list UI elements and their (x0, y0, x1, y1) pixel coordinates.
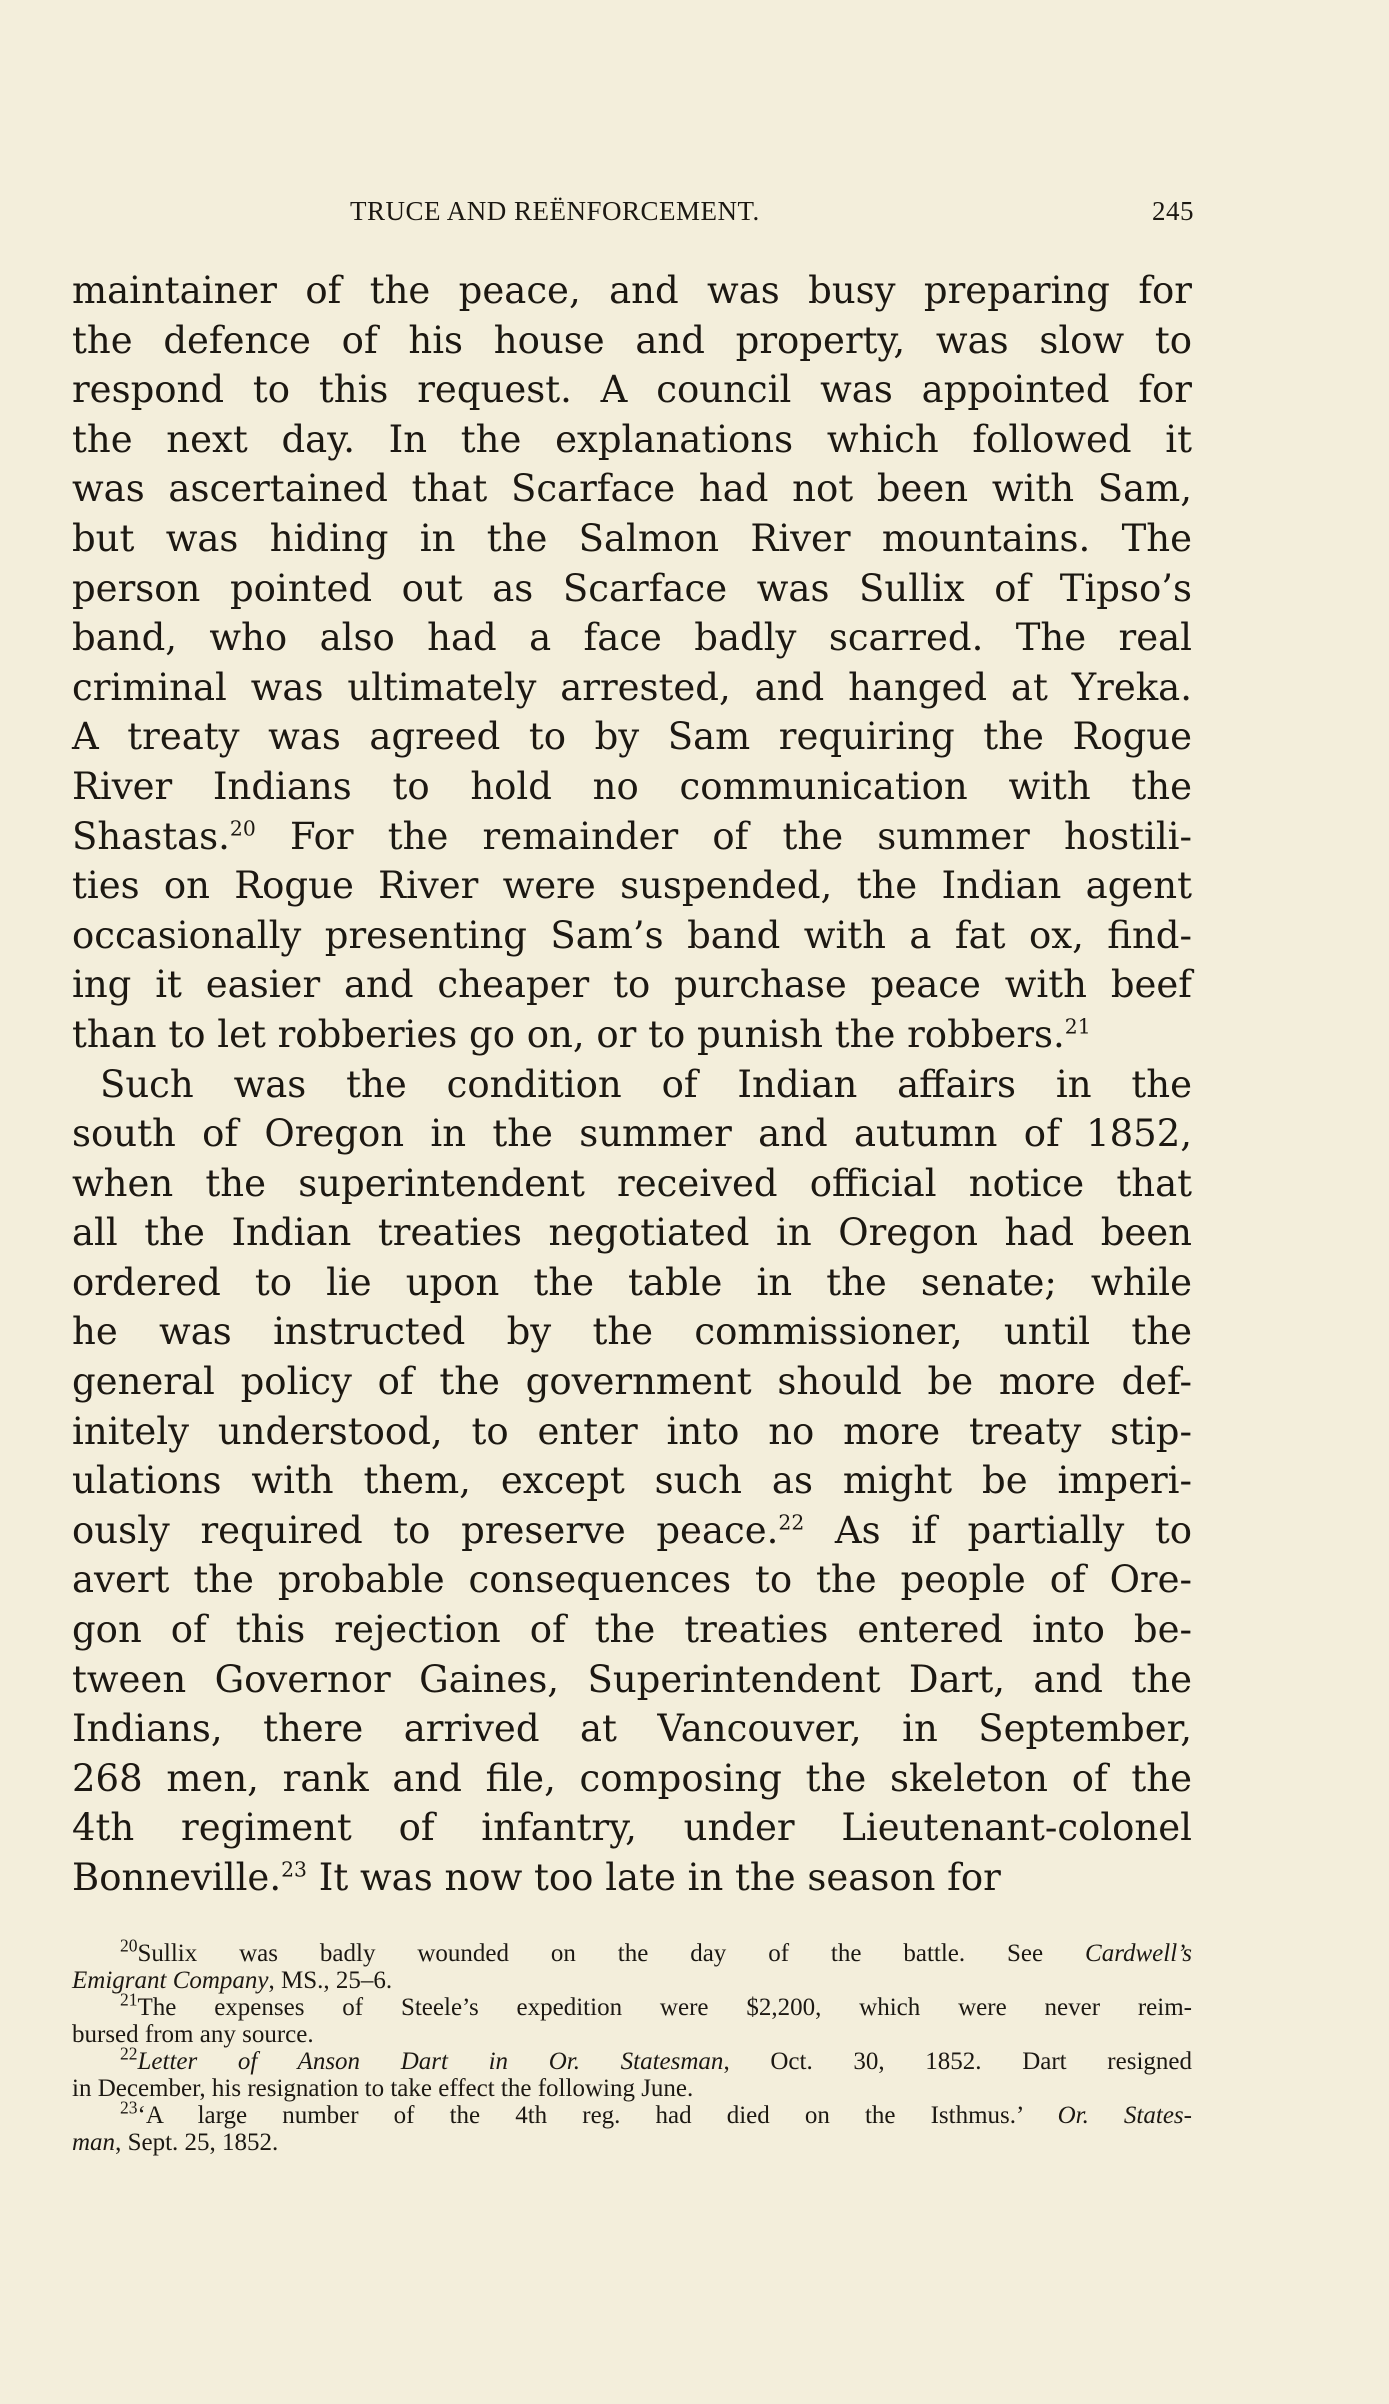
text-line: ordered to lie upon the table in the senate; while (72, 1260, 1192, 1304)
text-line: 4th regiment of infantry, under Lieutenant-colonel (72, 1806, 1192, 1850)
text-line: maintainer of the peace, and was busy preparing for (72, 269, 1192, 312)
text-line: person pointed out as Scarface was Sullix of Tipso’s (72, 566, 1192, 610)
text-line: than to let robberies go on, or to punish the robbers.$^{21}$ (72, 1012, 1091, 1056)
footnote (72, 2097, 1192, 2156)
footnote-line: in December, his resignation to take effect the following June. (72, 2075, 694, 2102)
text-line: when the superintendent received official notice that (72, 1161, 1192, 1205)
text-line: gon of this rejection of the treaties entered into be- (72, 1608, 1192, 1652)
footnote-reference[interactable]: 22 (778, 1510, 805, 1535)
text-line: Shastas.$^{20}$ For the remainder of the summer hostili- (72, 814, 1192, 858)
text-line: was ascertained that Scarface had not been with Sam, (72, 467, 1192, 511)
footnote-number: 21 (120, 1989, 138, 2010)
footnote-line: bursed from any source. (72, 2021, 314, 2048)
footnote (72, 1989, 1192, 2048)
footnote-line: $^{21}$The expenses of Steele’s expedition were $2,200, which were never reim- (120, 1989, 1192, 2021)
text-line: all the Indian treaties negotiated in Oregon had been (72, 1211, 1192, 1255)
text-line: south of Oregon in the summer and autumn of 1852, (72, 1112, 1192, 1156)
text-line: ously required to preserve peace.$^{22}$ As if partially to (72, 1508, 1192, 1552)
text-line: Such was the condition of Indian affairs in the (100, 1062, 1192, 1106)
footnote-line: $^{23}$‘A large number of the 4th reg. had died on the Isthmus.’ Or. States- (120, 2097, 1192, 2129)
page-number: 245 (1152, 196, 1194, 226)
text-line: Indians, there arrived at Vancouver, in September, (72, 1707, 1192, 1751)
footnote-number: 20 (120, 1935, 138, 1956)
text-line: but was hiding in the Salmon River mountains. The (72, 516, 1192, 560)
footnote-line: man, Sept. 25, 1852. (72, 2129, 279, 2156)
text-line: River Indians to hold no communication with the (72, 764, 1192, 808)
text-line: general policy of the government should be more def- (72, 1360, 1192, 1404)
text-line: ulations with them, except such as might be imperi- (72, 1459, 1192, 1503)
running-title: TRUCE AND REËNFORCEMENT. (350, 196, 760, 226)
running-header (0, 196, 1389, 236)
text-line: A treaty was agreed to by Sam requiring the Rogue (72, 715, 1192, 759)
body-text (72, 266, 1192, 1903)
footnote-line: Emigrant Company, MS., 25–6. (72, 1967, 393, 1994)
footnote-reference[interactable]: 20 (229, 816, 256, 841)
text-line: ing it easier and cheaper to purchase peace with beef (72, 963, 1192, 1007)
text-line: tween Governor Gaines, Superintendent Dart, and the (72, 1657, 1192, 1701)
text-line: criminal was ultimately arrested, and hanged at Yreka. (72, 665, 1192, 709)
text-line: 268 men, rank and file, composing the skeleton of the (72, 1756, 1192, 1800)
footnote-reference[interactable]: 21 (1064, 1014, 1091, 1039)
footnote (72, 2043, 1192, 2102)
footnotes (72, 1935, 1192, 2156)
text-line: ties on Rogue River were suspended, the Indian agent (72, 864, 1192, 908)
text-line: he was instructed by the commissioner, until the (72, 1310, 1192, 1354)
footnote-number: 22 (120, 2043, 138, 2064)
text-line: occasionally presenting Sam’s band with a fat ox, find- (72, 913, 1192, 957)
text-line: the next day. In the explanations which followed it (72, 417, 1192, 461)
text-line: band, who also had a face badly scarred. The real (72, 616, 1192, 660)
footnote-line: $^{20}$Sullix was badly wounded on the day of the battle. See Cardwell’s (120, 1935, 1192, 1967)
footnote-reference[interactable]: 23 (281, 1857, 307, 1882)
text-line: avert the probable consequences to the people of Ore- (72, 1558, 1192, 1602)
footnote-line: $^{22}$Letter of Anson Dart in Or. Statesman, Oct. 30, 1852. Dart resigned (120, 2043, 1192, 2075)
text-line: the defence of his house and property, was slow to (72, 318, 1192, 362)
text-line: Bonneville.$^{23}$ It was now too late in the season for (72, 1856, 1001, 1899)
text-line: respond to this request. A council was appointed for (72, 368, 1192, 412)
text-line: initely understood, to enter into no more treaty stip- (72, 1409, 1192, 1453)
footnote-number: 23 (120, 2097, 138, 2118)
footnote (72, 1935, 1192, 1994)
